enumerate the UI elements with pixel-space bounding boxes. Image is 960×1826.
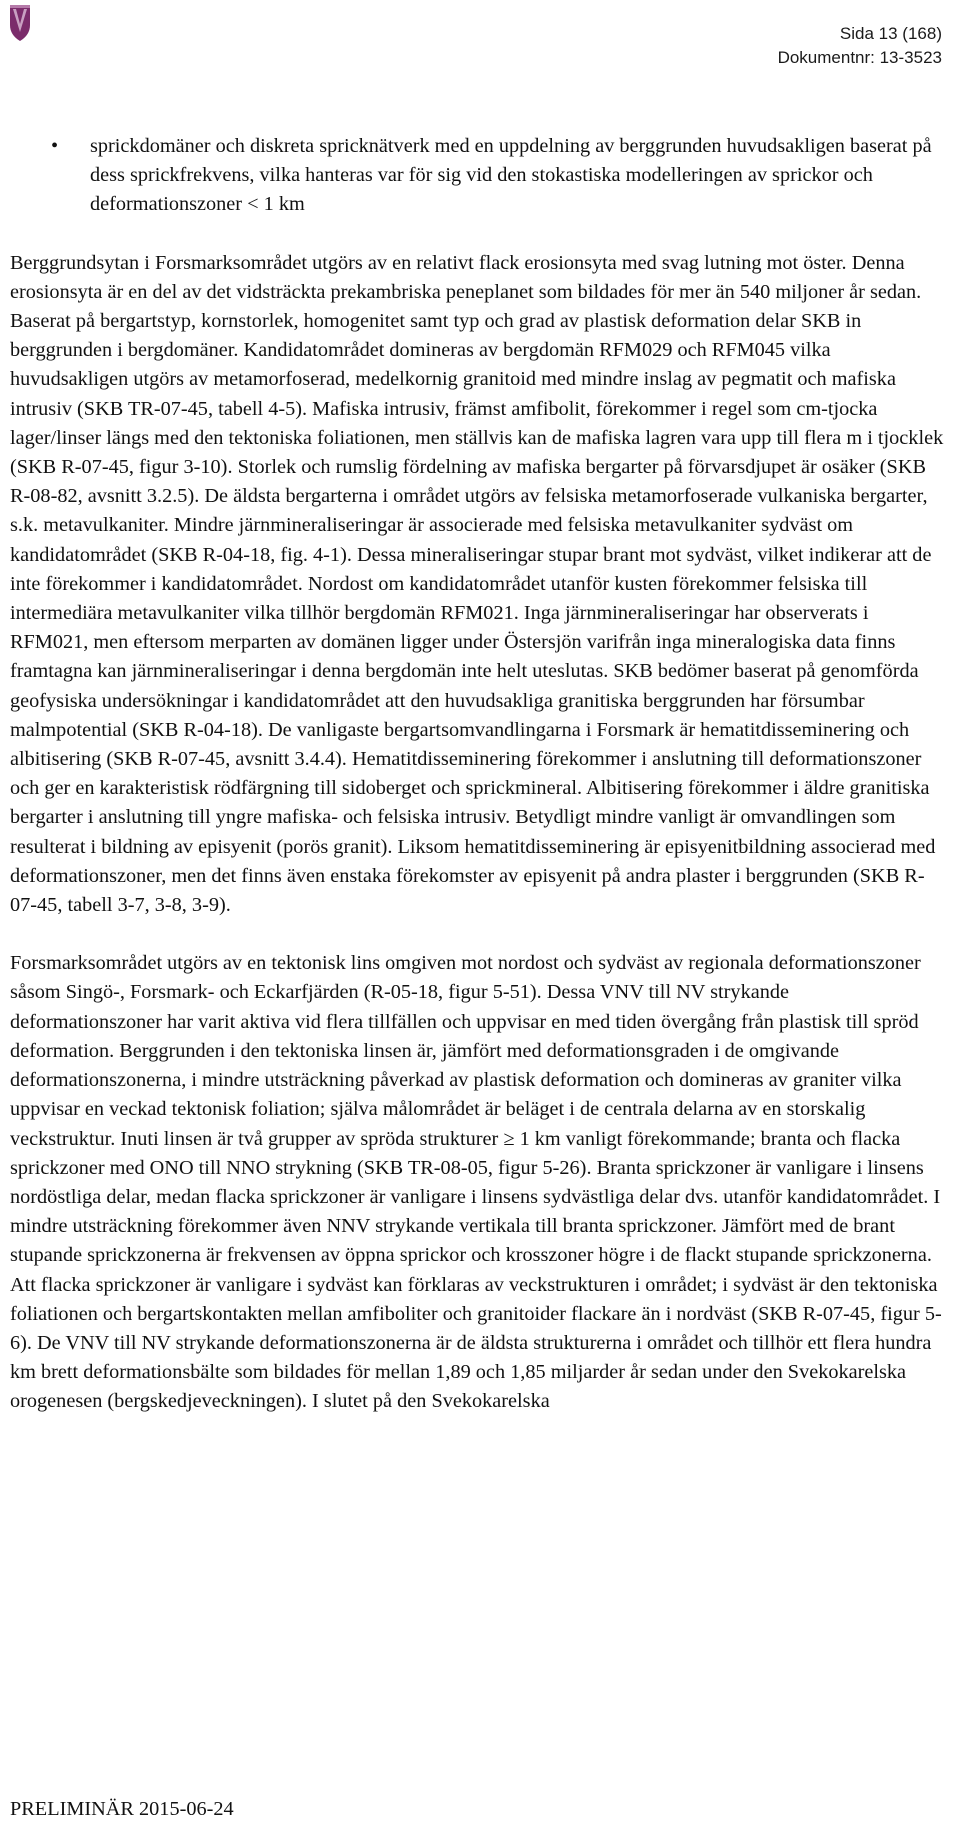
document-number: Dokumentnr: 13-3523 — [777, 48, 942, 67]
paragraph-tectonic-lens: Forsmarksområdet utgörs av en tektonisk lins omgiven mot nordost och sydväst av regionala deformationszoner såsom Singö-, Forsmark- och Eckarfjärden (R-05-18, figur 5-51). Dessa VNV till NV strykande deformationszoner har varit aktiva vid flera tillfällen och uppvisar en med tiden övergång från plastisk till spröd deformation. Berggrunden i den tektoniska linsen är, jämfört med deformationsgraden i de omgivande deformationszonerna, i mindre utsträckning påverkad av plastisk deformation och domineras av graniter vilka uppvisar en veckad tektonisk foliation; själva målområdet är beläget i de centrala delarna av en storskalig veckstruktur. Inuti linsen är två grupper av spröda strukturer ≥ 1 km vanligt förekommande; branta och flacka sprickzoner med ONO till NNO strykning (SKB TR-08-05, figur 5-26). Branta sprickzoner är vanligare i linsens nordöstliga delar, medan flacka sprickzoner är vanligare i linsens sydvästliga delar dvs. utanför kandidatområdet. I mindre utsträckning förekommer även NNV strykande vertikala till branta sprickzoner. Jämfört med de brant stupande sprickzonerna är frekvensen av öppna sprickor och krosszoner högre i de flackt stupande sprickzonerna. Att flacka sprickzoner är vanligare i sydväst kan förklaras av veckstrukturen i området; i sydväst är den tektoniska foliationen och bergartskontakten mellan amfiboliter och granitoider flackare än i nordväst (SKB R-07-45, figur 5-6). De VNV till NV strykande deformationszonerna är de äldsta strukturerna i området och tillhör ett flera hundra km brett deformationsbälte som bildades för mellan 1,89 och 1,85 miljarder år sedan under den Svekokarelska orogenesen (bergskedjeveckningen). I slutet på den Svekokarelska — [10, 952, 942, 1413]
page-number: Sida 13 (168) — [839, 24, 942, 43]
footer-status: PRELIMINÄR 2015-06-24 — [10, 1798, 234, 1820]
bullet-list-item — [10, 132, 945, 220]
document-body — [10, 132, 945, 1446]
paragraph-bedrock: Berggrundsytan i Forsmarksområdet utgörs av en relativt flack erosionsyta med svag lutning mot öster. Denna erosionsyta är en del av det vidsträckta prekambriska peneplanet som bildades för mer än 540 miljoner år sedan. Baserat på bergartstyp, kornstorlek, homogenitet samt typ och grad av plastisk deformation delar SKB in berggrunden i bergdomäner. Kandidatområdet domineras av bergdomän RFM029 och RFM045 vilka huvudsakligen utgörs av metamorfoserad, medelkornig granitoid med mindre inslag av pegmatit och mafiska intrusiv (SKB TR-07-45, tabell 4-5). Mafiska intrusiv, främst amfibolit, förekommer i regel som cm-tjocka lager/linser längs med den tektoniska foliationen, men ställvis kan de mafiska lagren vara upp till flera m i tjocklek (SKB R-07-45, figur 3-10). Storlek och rumslig fördelning av mafiska bergarter på förvarsdjupet är osäker (SKB R-08-82, avsnitt 3.2.5). De äldsta bergarterna i området utgörs av felsiska metamorfoserade vulkaniska bergarter, s.k. metavulkaniter. Mindre järnmineraliseringar är associerade med felsiska metavulkaniter sydväst om kandidatområdet (SKB R-04-18, fig. 4-1). Dessa mineraliseringar stupar brant mot sydväst, vilket indikerar att de inte förekommer i kandidatområdet. Nordost om kandidatområdet utanför kusten förekommer felsiska till intermediära metavulkaniter vilka tillhör bergdomän RFM021. Inga järnmineraliseringar har observerats i RFM021, men eftersom merparten av domänen ligger under Östersjön varifrån inga mineralogiska data finns framtagna kan järnmineraliseringar i denna bergdomän inte helt uteslutas. SKB bedömer baserat på genomförda geofysiska undersökningar i kandidatområdet att den huvudsakliga granitiska berggrunden har försumbar malmpotential (SKB R-04-18). De vanligaste bergartsomvandlingarna i Forsmark är hematitdisseminering och albitisering (SKB R-07-45, avsnitt 3.4.4). Hematitdisseminering förekommer i anslutning till deformationszoner och ger en karakteristisk rödfärgning till sidoberget och sprickmineral. Albitisering förekommer i äldre granitiska bergarter i anslutning till yngre mafiska- och felsiska intrusiv. Betydligt mindre vanligt är omvandlingen som resulterat i bildning av episyenit (porös granit). Liksom hematitdisseminering är episyenitbildning associerad med deformationszoner, men det finns även enstaka förekomster av episyenit på andra plaster i berggrunden (SKB R-07-45, tabell 3-7, 3-8, 3-9). — [10, 251, 944, 917]
shield-logo-icon — [9, 4, 31, 42]
bullet-marker: • — [51, 135, 59, 157]
bullet-text: sprickdomäner och diskreta spricknätverk med en uppdelning av berggrunden huvudsakligen baserat på dess sprickfrekvens, vilka hanteras var för sig vid den stokastiska modelleringen av sprickor och deformationszoner < 1 km — [90, 135, 932, 216]
page-header — [778, 22, 942, 70]
